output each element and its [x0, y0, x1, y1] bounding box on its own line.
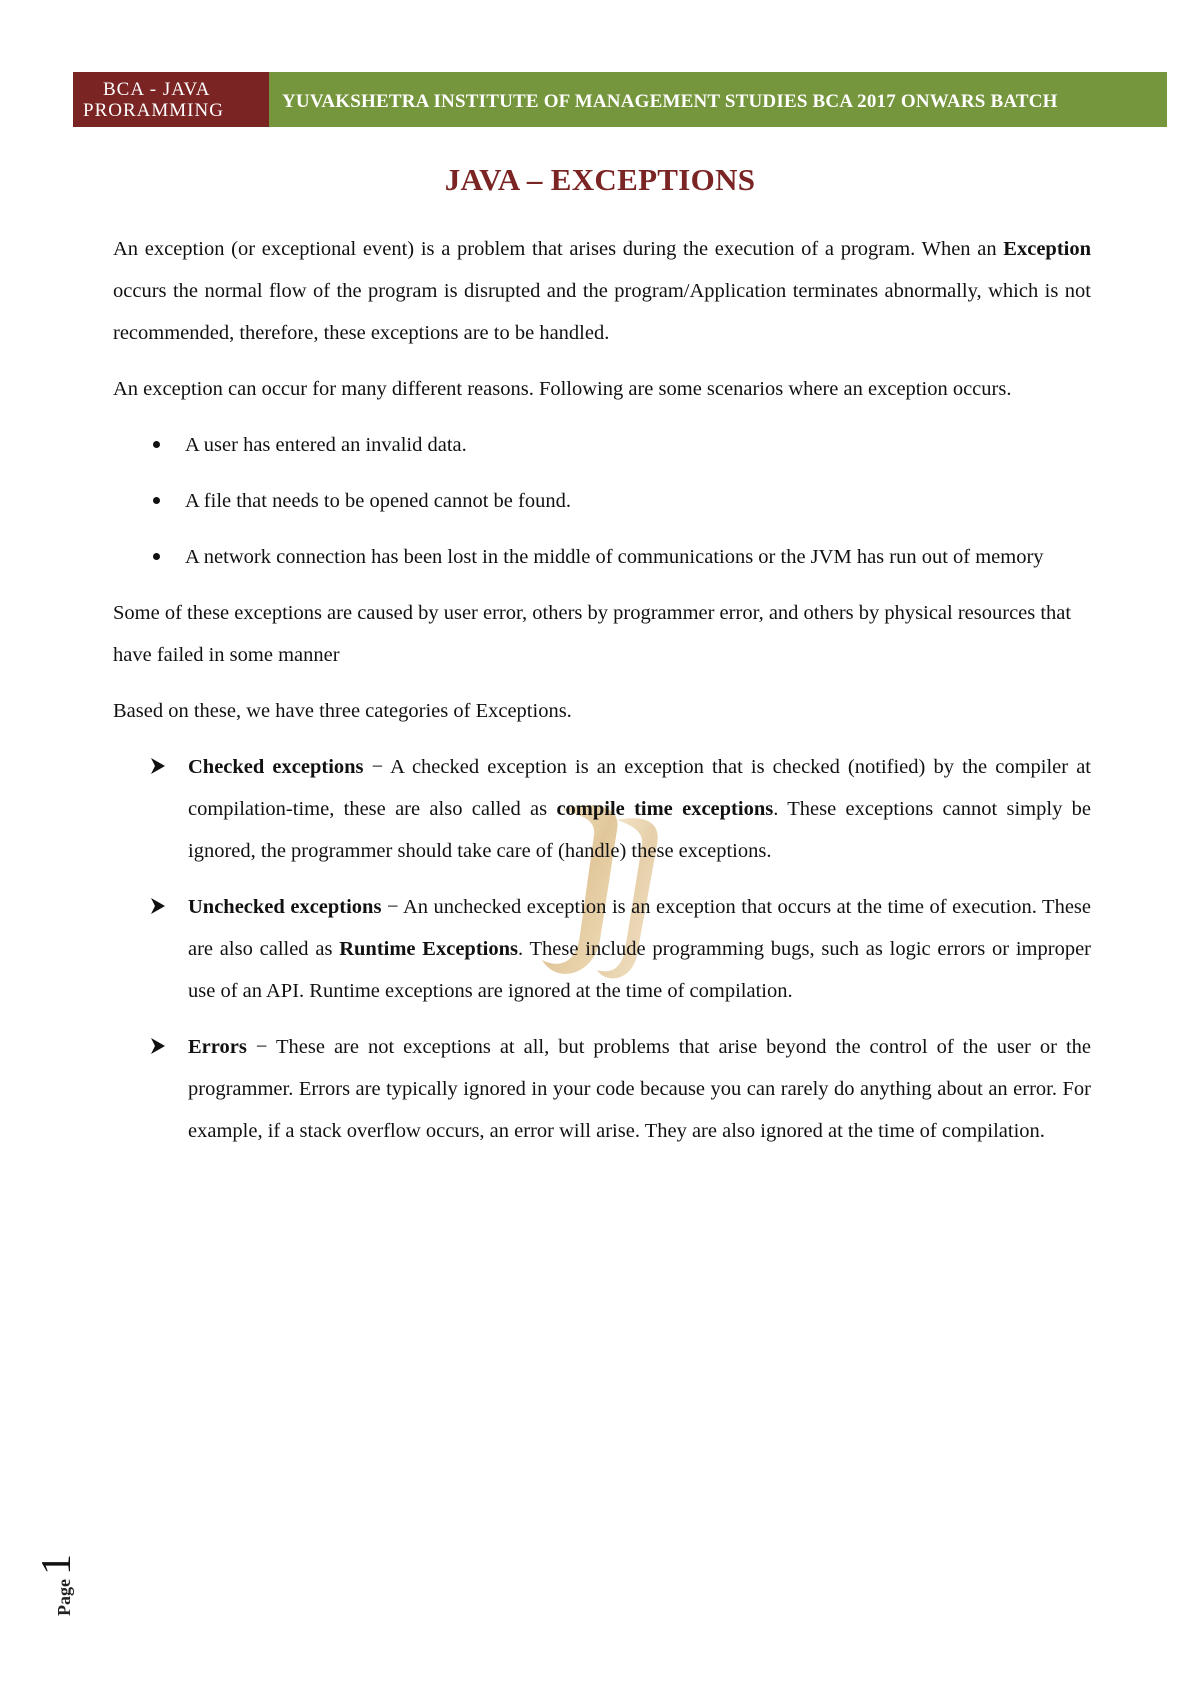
course-label	[73, 72, 269, 127]
errors-term: Errors	[188, 1036, 247, 1058]
causes-paragraph: Some of these exceptions are caused by user error, others by programmer error, and others by physical resources that have failed in some manner	[113, 602, 1072, 666]
page-number-label	[34, 1530, 80, 1640]
scenario-list	[113, 424, 1091, 578]
intro-text-a: An exception (or exceptional event) is a problem that arises during the execution of a program. When an	[113, 238, 1004, 260]
arrow-bullet-icon	[150, 1037, 166, 1055]
course-label-line2: PRORAMMING	[83, 99, 224, 121]
checked-text-a: − A checked exception is an exception that is checked (notified) by the compiler at compilation-time, these are also called as	[188, 756, 1091, 820]
course-label-line1: BCA - JAVA	[103, 78, 211, 100]
list-item: A network connection has been lost in the middle of communications or the JVM has run out of memory	[113, 536, 1091, 578]
arrow-bullet-icon	[150, 757, 166, 775]
category-unchecked	[113, 886, 1091, 1012]
list-item: A file that needs to be opened cannot be found.	[113, 480, 1091, 522]
reasons-paragraph: An exception can occur for many different reasons. Following are some scenarios where an exception occurs.	[113, 378, 1012, 400]
errors-text-a: − These are not exceptions at all, but problems that arise beyond the control of the user or the programmer. Errors are typically ignored in your code because you can rarely do anything about an error. For example, if a stack overflow occurs, an error will arise. They are also ignored at the time of compilation.	[188, 1036, 1091, 1142]
intro-text-b: occurs the normal flow of the program is disrupted and the program/Application terminates abnormally, which is not recommended, therefore, these exceptions are to be handled.	[113, 280, 1091, 344]
intro-bold-exception: Exception	[1003, 238, 1091, 260]
page-number: 1	[34, 1554, 80, 1576]
checked-term: Checked exceptions	[188, 756, 364, 778]
list-item: A user has entered an invalid data.	[113, 424, 1091, 466]
unchecked-bold: Runtime Exceptions	[339, 938, 518, 960]
category-errors	[113, 1026, 1091, 1152]
checked-bold: compile time exceptions	[556, 798, 774, 820]
checked-text-b: . These exceptions cannot simply be ignored, the programmer should take care of (handle) these exceptions.	[188, 798, 1091, 862]
category-list	[113, 746, 1091, 1152]
unchecked-text-b: . These include programming bugs, such as logic errors or improper use of an API. Runtime exceptions are ignored at the time of compilation.	[188, 938, 1092, 1002]
document-body	[113, 228, 1091, 1166]
intro-paragraph	[113, 228, 1091, 354]
category-checked	[113, 746, 1091, 872]
page-word: Page	[54, 1579, 74, 1616]
institute-banner: YUVAKSHETRA INSTITUTE OF MANAGEMENT STUDIES BCA 2017 ONWARS BATCH	[269, 72, 1167, 127]
arrow-bullet-icon	[150, 897, 166, 915]
page-header	[73, 72, 1167, 127]
page-title: JAVA – EXCEPTIONS	[444, 162, 756, 197]
unchecked-term: Unchecked exceptions	[188, 896, 382, 918]
unchecked-text-a: − An unchecked exception is an exception that occurs at the time of execution. These are also called as	[188, 896, 1092, 960]
categories-intro: Based on these, we have three categories of Exceptions.	[113, 700, 572, 722]
